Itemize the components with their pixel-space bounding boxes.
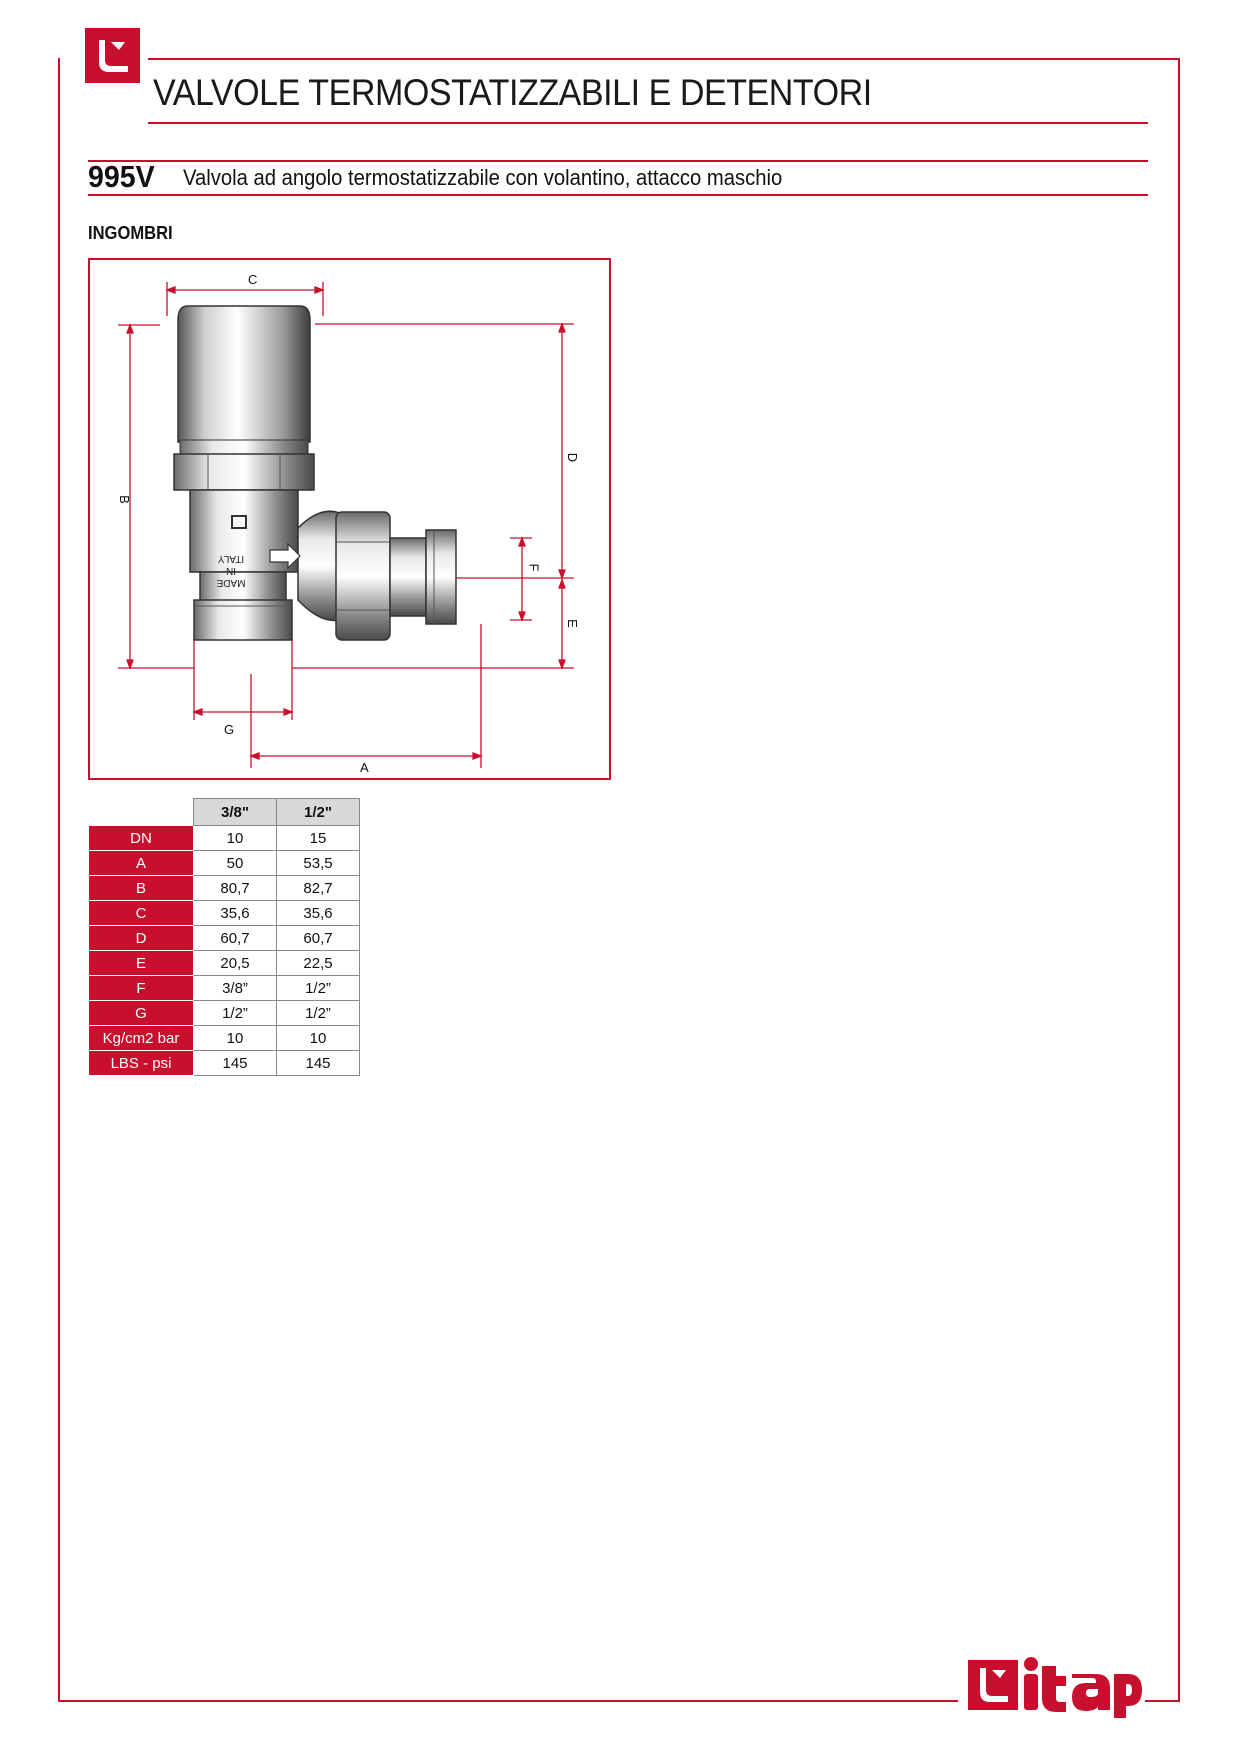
table-cell: 10 xyxy=(194,826,277,851)
product-rule-bottom xyxy=(88,194,1148,196)
table-cell: 20,5 xyxy=(194,951,277,976)
table-row xyxy=(89,951,360,976)
row-label: E xyxy=(89,951,194,976)
row-label: C xyxy=(89,901,194,926)
dim-label-d: D xyxy=(565,452,581,463)
page-title: VALVOLE TERMOSTATIZZABILI E DETENTORI xyxy=(153,72,872,113)
row-label: B xyxy=(89,876,194,901)
table-cell: 35,6 xyxy=(194,901,277,926)
table-cell: 80,7 xyxy=(194,876,277,901)
table-cell: 53,5 xyxy=(277,851,360,876)
product-code: 995V xyxy=(88,159,155,194)
body-text-made: MADE xyxy=(216,577,246,588)
dim-label-c: C xyxy=(248,272,258,287)
table-cell: 145 xyxy=(277,1051,360,1076)
table-row xyxy=(89,926,360,951)
table-cell: 35,6 xyxy=(277,901,360,926)
table-row xyxy=(89,976,360,1001)
table-cell: 60,7 xyxy=(194,926,277,951)
dimensions-table xyxy=(88,798,360,1076)
table-cell: 1/2” xyxy=(277,1001,360,1026)
row-label: LBS - psi xyxy=(89,1051,194,1076)
table-row xyxy=(89,826,360,851)
table-cell: 60,7 xyxy=(277,926,360,951)
dim-label-g: G xyxy=(224,722,235,737)
brand-logo-icon xyxy=(85,28,140,83)
table-cell: 15 xyxy=(277,826,360,851)
table-cell: 145 xyxy=(194,1051,277,1076)
table-column-header: 1/2" xyxy=(277,799,360,826)
table-cell: 10 xyxy=(277,1026,360,1051)
dim-label-b: B xyxy=(116,495,132,504)
product-rule-top xyxy=(88,160,1148,162)
dim-label-a: A xyxy=(360,760,369,775)
dim-label-f: F xyxy=(526,563,542,572)
row-label: DN xyxy=(89,826,194,851)
row-label: G xyxy=(89,1001,194,1026)
frame-top xyxy=(148,58,1180,60)
table-row xyxy=(89,851,360,876)
table-cell: 50 xyxy=(194,851,277,876)
row-label: D xyxy=(89,926,194,951)
table-cell: 1/2” xyxy=(277,976,360,1001)
row-label: Kg/cm2 bar xyxy=(89,1026,194,1051)
frame-left xyxy=(58,58,60,1702)
table-row xyxy=(89,1001,360,1026)
dim-label-e: E xyxy=(564,619,580,628)
product-description: Valvola ad angolo termostatizzabile con volantino, attacco maschio xyxy=(183,165,783,190)
table-cell: 82,7 xyxy=(277,876,360,901)
body-text-italy: ITALY xyxy=(217,553,245,564)
itap-logo-icon xyxy=(968,1652,1143,1723)
table-row xyxy=(89,1026,360,1051)
table-row xyxy=(89,1051,360,1076)
dimension-drawing xyxy=(88,258,611,780)
section-title: INGOMBRI xyxy=(88,223,173,243)
table-cell: 3/8” xyxy=(194,976,277,1001)
frame-right xyxy=(1178,58,1180,1702)
table-column-header: 3/8" xyxy=(194,799,277,826)
table-cell: 10 xyxy=(194,1026,277,1051)
row-label: F xyxy=(89,976,194,1001)
table-cell: 22,5 xyxy=(277,951,360,976)
table-row xyxy=(89,901,360,926)
table-row xyxy=(89,876,360,901)
table-cell: 1/2” xyxy=(194,1001,277,1026)
frame-bottom-left xyxy=(58,1700,958,1702)
header-rule xyxy=(148,122,1148,124)
body-text-in: IN xyxy=(226,565,236,576)
table-corner xyxy=(89,799,194,826)
frame-bottom-right xyxy=(1145,1700,1180,1702)
table-header-row xyxy=(89,799,360,826)
row-label: A xyxy=(89,851,194,876)
